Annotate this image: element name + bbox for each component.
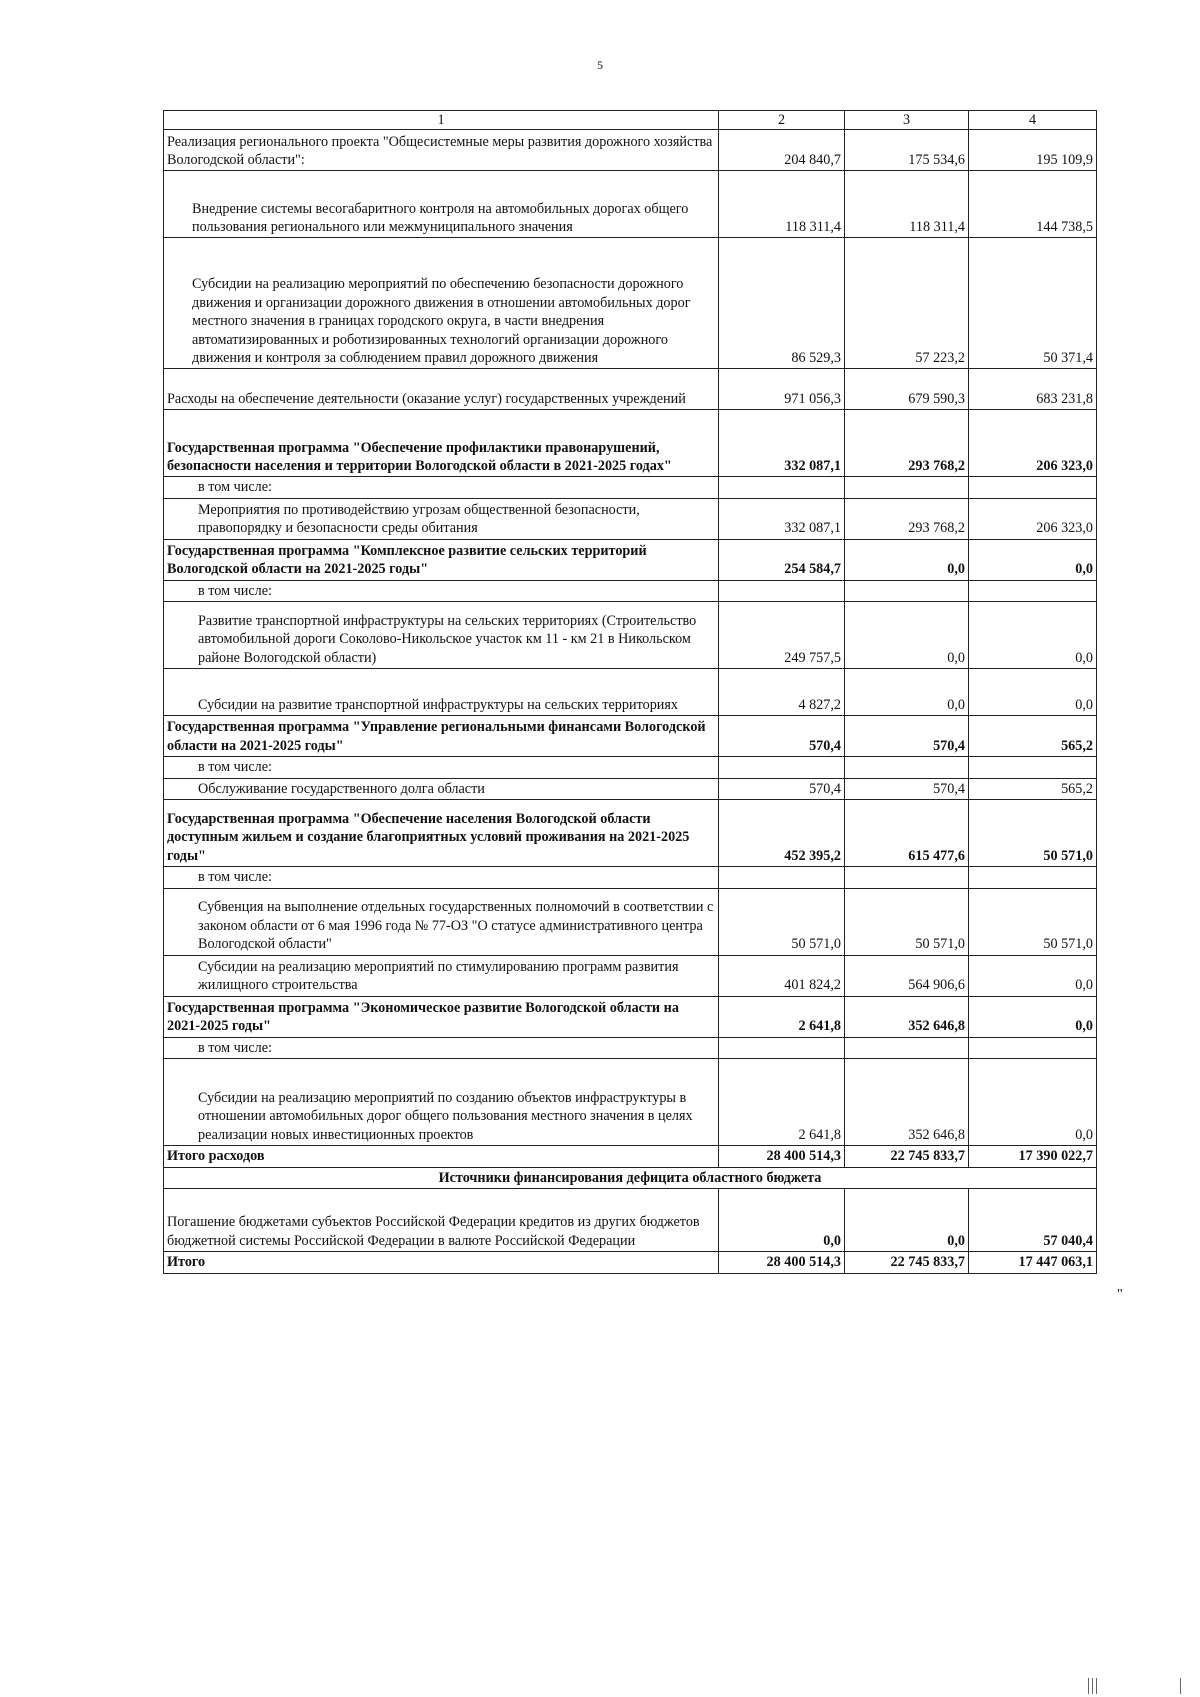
header-col-4: 4 bbox=[969, 111, 1097, 130]
row-value-col-3: 564 906,6 bbox=[845, 955, 969, 996]
table-row bbox=[164, 1037, 1097, 1058]
row-value-col-4 bbox=[969, 757, 1097, 778]
row-name: Развитие транспортной инфраструктуры на сельских территориях (Строительство автомобильной дороги Соколово-Никольское участок км 11 - км 21 в Никольском районе Вологодской области) bbox=[164, 602, 719, 669]
header-col-3: 3 bbox=[845, 111, 969, 130]
header-col-1: 1 bbox=[164, 111, 719, 130]
row-name: Государственная программа "Обеспечение населения Вологодской области доступным жильем и создание благоприятных условий проживания на 2021-2025 годы" bbox=[164, 800, 719, 867]
row-value-col-4: 57 040,4 bbox=[969, 1189, 1097, 1252]
row-value-col-3: 352 646,8 bbox=[845, 1059, 969, 1146]
row-value-col-3 bbox=[845, 757, 969, 778]
table-header-row bbox=[164, 111, 1097, 130]
row-value-col-4: 206 323,0 bbox=[969, 410, 1097, 477]
row-name: Субсидии на реализацию мероприятий по стимулированию программ развития жилищного строительства bbox=[164, 955, 719, 996]
row-value-col-4: 565,2 bbox=[969, 778, 1097, 799]
row-value-col-3: 570,4 bbox=[845, 778, 969, 799]
table-row bbox=[164, 238, 1097, 369]
row-value-col-2: 570,4 bbox=[719, 778, 845, 799]
table-row bbox=[164, 580, 1097, 601]
row-value-col-4: 50 571,0 bbox=[969, 800, 1097, 867]
row-name: Мероприятия по противодействию угрозам общественной безопасности, правопорядку и безопасности среды обитания bbox=[164, 498, 719, 539]
row-name: в том числе: bbox=[164, 477, 719, 498]
table-row bbox=[164, 867, 1097, 888]
row-value-col-2: 86 529,3 bbox=[719, 238, 845, 369]
row-value-col-2 bbox=[719, 867, 845, 888]
row-value-col-3: 293 768,2 bbox=[845, 498, 969, 539]
row-value-col-4: 0,0 bbox=[969, 602, 1097, 669]
table-row bbox=[164, 955, 1097, 996]
program-row bbox=[164, 539, 1097, 580]
row-value-col-2 bbox=[719, 477, 845, 498]
row-value-col-2: 452 395,2 bbox=[719, 800, 845, 867]
row-name: в том числе: bbox=[164, 757, 719, 778]
row-name: Расходы на обеспечение деятельности (оказание услуг) государственных учреждений bbox=[164, 369, 719, 410]
row-value-col-3: 57 223,2 bbox=[845, 238, 969, 369]
row-name: Субсидии на реализацию мероприятий по обеспечению безопасности дорожного движения и организации дорожного движения в отношении автомобильных дорог местного значения в границах городского округа, в части внедрения автоматизированных и роботизированных технологий организации дорожного движения и контроля за соблюдением правил дорожного движения bbox=[164, 238, 719, 369]
row-value-col-4 bbox=[969, 477, 1097, 498]
row-name: Внедрение системы весогабаритного контроля на автомобильных дорогах общего пользования регионального или межмуниципального значения bbox=[164, 171, 719, 238]
edge-mark bbox=[1092, 1678, 1093, 1694]
table-row bbox=[164, 369, 1097, 410]
row-name: Обслуживание государственного долга области bbox=[164, 778, 719, 799]
row-value-col-3: 352 646,8 bbox=[845, 996, 969, 1037]
row-name: Погашение бюджетами субъектов Российской Федерации кредитов из других бюджетов бюджетной системы Российской Федерации в валюте Российской Федерации bbox=[164, 1189, 719, 1252]
program-row bbox=[164, 800, 1097, 867]
row-value-col-4: 206 323,0 bbox=[969, 498, 1097, 539]
program-row bbox=[164, 996, 1097, 1037]
table-row bbox=[164, 669, 1097, 716]
table-row bbox=[164, 602, 1097, 669]
row-value-col-4 bbox=[969, 1037, 1097, 1058]
table-row bbox=[164, 171, 1097, 238]
row-value-col-3 bbox=[845, 477, 969, 498]
row-value-col-2: 332 087,1 bbox=[719, 410, 845, 477]
row-value-col-3: 22 745 833,7 bbox=[845, 1146, 969, 1167]
row-name: Государственная программа "Обеспечение профилактики правонарушений, безопасности населения и территории Вологодской области в 2021-2025 годах" bbox=[164, 410, 719, 477]
row-value-col-3: 175 534,6 bbox=[845, 130, 969, 171]
row-value-col-2: 28 400 514,3 bbox=[719, 1146, 845, 1167]
row-value-col-3: 118 311,4 bbox=[845, 171, 969, 238]
edge-mark bbox=[1088, 1678, 1089, 1694]
row-value-col-3: 0,0 bbox=[845, 539, 969, 580]
row-value-col-4: 0,0 bbox=[969, 996, 1097, 1037]
row-value-col-4: 565,2 bbox=[969, 716, 1097, 757]
row-value-col-2: 971 056,3 bbox=[719, 369, 845, 410]
row-value-col-3: 0,0 bbox=[845, 669, 969, 716]
table-row bbox=[164, 888, 1097, 955]
program-row bbox=[164, 716, 1097, 757]
row-value-col-3: 50 571,0 bbox=[845, 888, 969, 955]
table-row bbox=[164, 498, 1097, 539]
row-name: Субсидии на развитие транспортной инфраструктуры на сельских территориях bbox=[164, 669, 719, 716]
section-title: Источники финансирования дефицита областного бюджета bbox=[164, 1167, 1097, 1188]
row-value-col-2: 249 757,5 bbox=[719, 602, 845, 669]
row-value-col-4: 144 738,5 bbox=[969, 171, 1097, 238]
row-value-col-2: 332 087,1 bbox=[719, 498, 845, 539]
row-value-col-4: 50 371,4 bbox=[969, 238, 1097, 369]
table-row bbox=[164, 1189, 1097, 1252]
table-row bbox=[164, 130, 1097, 171]
page-number: 5 bbox=[597, 58, 603, 72]
row-value-col-4 bbox=[969, 867, 1097, 888]
row-value-col-4: 0,0 bbox=[969, 955, 1097, 996]
row-value-col-3: 679 590,3 bbox=[845, 369, 969, 410]
table-row bbox=[164, 757, 1097, 778]
row-value-col-2: 401 824,2 bbox=[719, 955, 845, 996]
row-value-col-3: 0,0 bbox=[845, 602, 969, 669]
row-value-col-2: 28 400 514,3 bbox=[719, 1252, 845, 1273]
row-value-col-4: 17 390 022,7 bbox=[969, 1146, 1097, 1167]
row-value-col-2: 254 584,7 bbox=[719, 539, 845, 580]
program-row bbox=[164, 1146, 1097, 1167]
row-value-col-3: 293 768,2 bbox=[845, 410, 969, 477]
row-name: Субвенция на выполнение отдельных государственных полномочий в соответствии с законом области от 6 мая 1996 года № 77-ОЗ "О статусе административного центра Вологодской области" bbox=[164, 888, 719, 955]
row-value-col-3: 22 745 833,7 bbox=[845, 1252, 969, 1273]
row-value-col-4: 17 447 063,1 bbox=[969, 1252, 1097, 1273]
section-header-row bbox=[164, 1167, 1097, 1188]
row-name: Государственная программа "Управление региональными финансами Вологодской области на 2021-2025 годы" bbox=[164, 716, 719, 757]
edge-mark bbox=[1096, 1678, 1097, 1694]
row-value-col-2: 204 840,7 bbox=[719, 130, 845, 171]
row-value-col-2: 0,0 bbox=[719, 1189, 845, 1252]
row-value-col-2: 2 641,8 bbox=[719, 996, 845, 1037]
row-value-col-3 bbox=[845, 580, 969, 601]
row-name: Итого расходов bbox=[164, 1146, 719, 1167]
row-name: в том числе: bbox=[164, 867, 719, 888]
row-value-col-4: 683 231,8 bbox=[969, 369, 1097, 410]
row-value-col-3: 615 477,6 bbox=[845, 800, 969, 867]
row-name: Государственная программа "Экономическое развитие Вологодской области на 2021-2025 годы" bbox=[164, 996, 719, 1037]
row-name: Государственная программа "Комплексное развитие сельских территорий Вологодской области на 2021-2025 годы" bbox=[164, 539, 719, 580]
row-value-col-3: 570,4 bbox=[845, 716, 969, 757]
row-value-col-2 bbox=[719, 580, 845, 601]
row-name: Реализация регионального проекта "Общесистемные меры развития дорожного хозяйства Вологодской области": bbox=[164, 130, 719, 171]
edge-mark bbox=[1180, 1678, 1181, 1694]
closing-quote: " bbox=[1117, 1287, 1123, 1302]
row-value-col-2 bbox=[719, 757, 845, 778]
budget-table bbox=[163, 110, 1097, 1274]
row-name: Субсидии на реализацию мероприятий по созданию объектов инфраструктуры в отношении автомобильных дорог общего пользования местного значения в целях реализации новых инвестиционных проектов bbox=[164, 1059, 719, 1146]
row-value-col-3: 0,0 bbox=[845, 1189, 969, 1252]
row-value-col-2: 118 311,4 bbox=[719, 171, 845, 238]
row-value-col-4: 195 109,9 bbox=[969, 130, 1097, 171]
row-value-col-2 bbox=[719, 1037, 845, 1058]
row-value-col-4: 0,0 bbox=[969, 1059, 1097, 1146]
row-name: в том числе: bbox=[164, 580, 719, 601]
header-col-2: 2 bbox=[719, 111, 845, 130]
row-value-col-3 bbox=[845, 867, 969, 888]
row-value-col-4 bbox=[969, 580, 1097, 601]
table-row bbox=[164, 477, 1097, 498]
row-name: в том числе: bbox=[164, 1037, 719, 1058]
row-value-col-4: 0,0 bbox=[969, 669, 1097, 716]
row-value-col-2: 570,4 bbox=[719, 716, 845, 757]
row-value-col-4: 0,0 bbox=[969, 539, 1097, 580]
total-row bbox=[164, 1252, 1097, 1273]
table-row bbox=[164, 778, 1097, 799]
row-value-col-2: 50 571,0 bbox=[719, 888, 845, 955]
row-value-col-4: 50 571,0 bbox=[969, 888, 1097, 955]
row-value-col-3 bbox=[845, 1037, 969, 1058]
row-value-col-2: 4 827,2 bbox=[719, 669, 845, 716]
row-name: Итого bbox=[164, 1252, 719, 1273]
table-row bbox=[164, 1059, 1097, 1146]
row-value-col-2: 2 641,8 bbox=[719, 1059, 845, 1146]
program-row bbox=[164, 410, 1097, 477]
